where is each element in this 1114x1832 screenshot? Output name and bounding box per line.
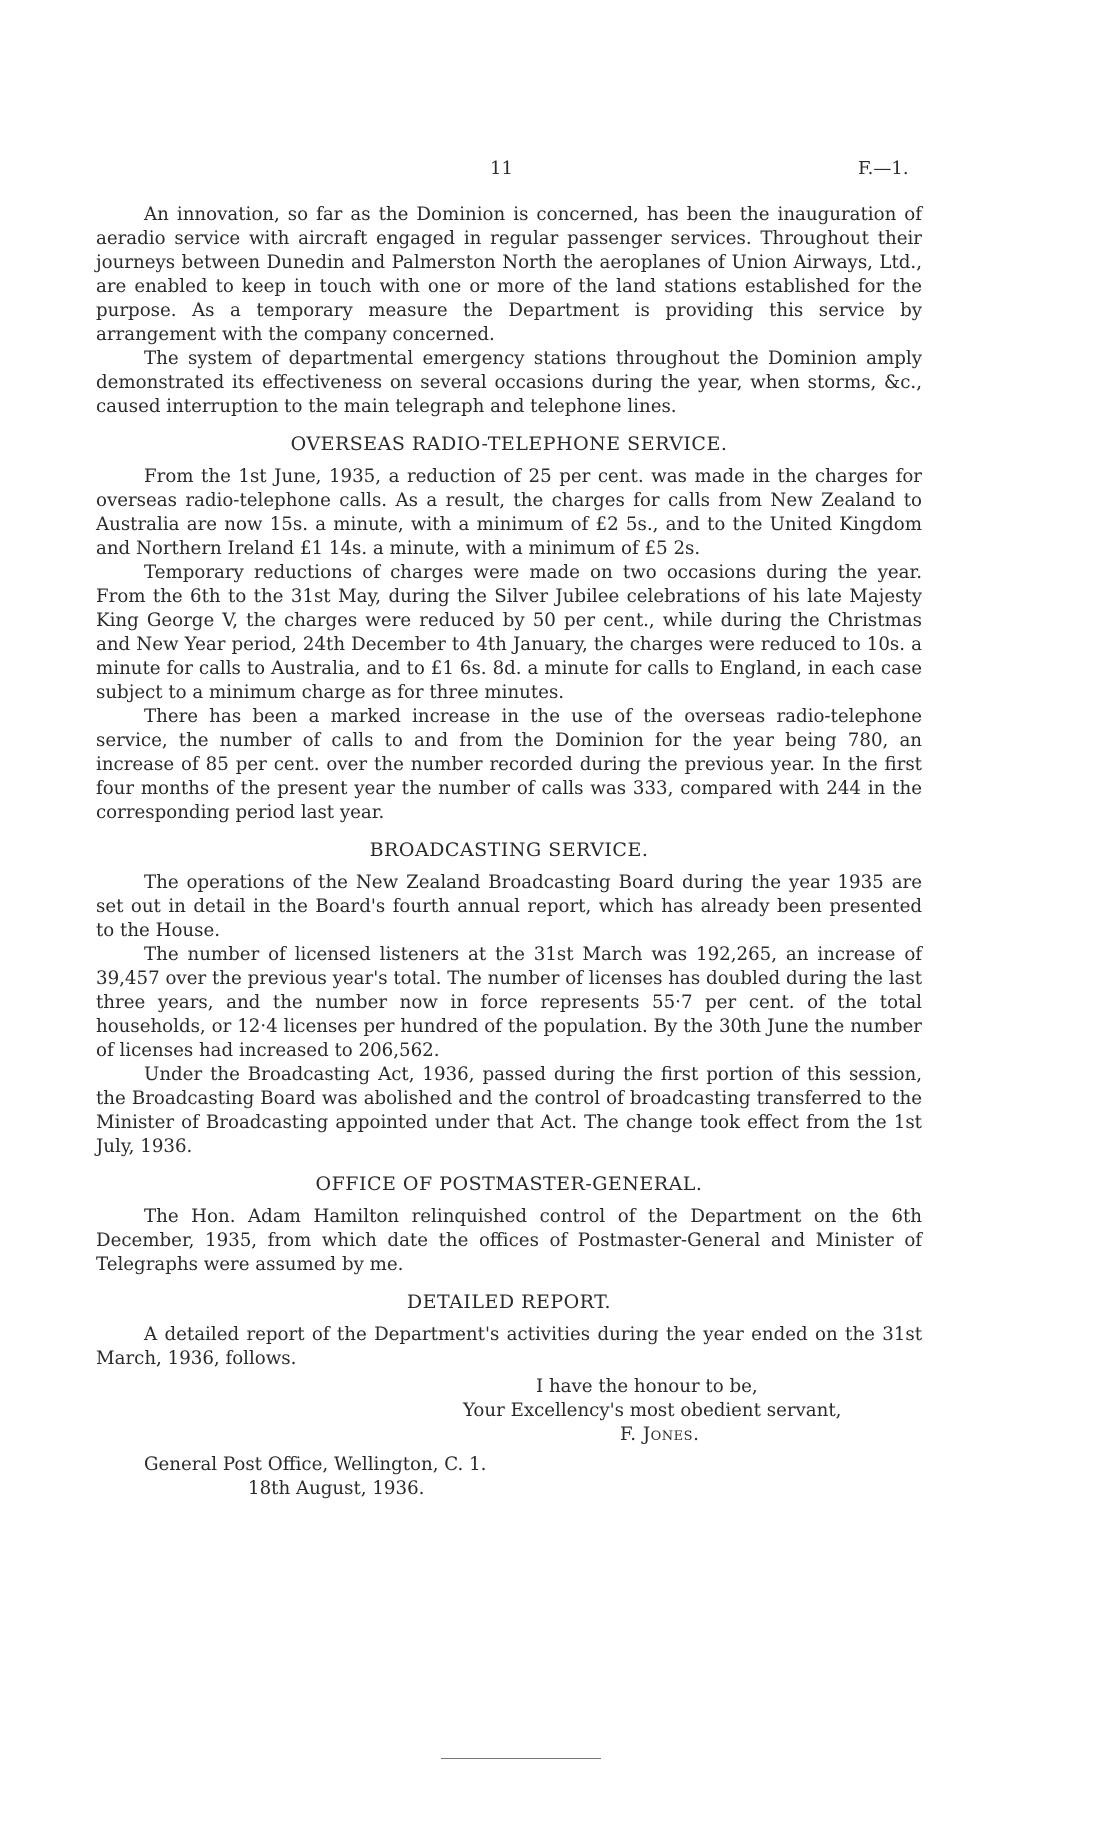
page-number: 11 bbox=[490, 158, 513, 179]
paragraph-broadcasting-act: Under the Broadcasting Act, 1936, passed during the first portion of this session, the Broadcasting Board was abolished and the control of broadcasting transferred to the Minister of Broadcasting appointed under that Act. The change took effect from the 1st July, 1936. bbox=[96, 1064, 922, 1157]
paragraph-aeradio: An innovation, so far as the Dominion is concerned, has been the inauguration of aeradio service with aircraft engaged in regular passenger services. Throughout their journeys between Dunedin and Palmerston North the aeroplanes of Union Airways, Ltd., are enabled to keep in touch with one or more of the land stations established for the purpose. As a temporary measure the Department is providing this service by arrangement with the company concerned. bbox=[96, 204, 922, 345]
heading-detailed-report: DETAILED REPORT. bbox=[406, 1291, 612, 1313]
end-rule bbox=[441, 1758, 601, 1759]
paragraph-emergency-stations: The system of departmental emergency stations throughout the Dominion amply demonstrated its effectiveness on several occasions during the year, when storms, &c., caused interruption to the main telegraph and telephone lines. bbox=[96, 348, 922, 417]
paragraph-overseas-reduction: From the 1st June, 1935, a reduction of 25 per cent. was made in the charges for overseas radio-telephone calls. As a result, the charges for calls from New Zealand to Australia are now 15s. a minute, with a minimum of £2 5s., and to the United Kingdom and Northern Ireland £1 14s. a minute, with a minimum of £5 2s. bbox=[96, 466, 922, 559]
paragraph-broadcasting-board: The operations of the New Zealand Broadcasting Board during the year 1935 are set out in detail in the Board's fourth annual report, which has already been presented to the House. bbox=[96, 872, 922, 941]
paragraph-detailed-report: A detailed report of the Department's activities during the year ended on the 31st March, 1936, follows. bbox=[96, 1324, 922, 1369]
signature: F. Jones. bbox=[620, 1424, 700, 1445]
document-body bbox=[96, 203, 922, 1511]
address-line: General Post Office, Wellington, C. 1. bbox=[144, 1454, 487, 1475]
document-series-code: F.—1. bbox=[858, 158, 909, 179]
heading-postmaster-general: OFFICE OF POSTMASTER-GENERAL. bbox=[315, 1173, 703, 1195]
paragraph-broadcasting-listeners: The number of licensed listeners at the 31st March was 192,265, an increase of 39,457 over the previous year's total. The number of licenses has doubled during the last three years, and the number now in force represents 55·7 per cent. of the total households, or 12·4 licenses per hundred of the population. By the 30th June the number of licenses had increased to 206,562. bbox=[96, 944, 922, 1061]
paragraph-overseas-increase: There has been a marked increase in the use of the overseas radio-telephone service, the number of calls to and from the Dominion for the year being 780, an increase of 85 per cent. over the number recorded during the previous year. In the first four months of the present year the number of calls was 333, compared with 244 in the corresponding period last year. bbox=[96, 706, 922, 823]
paragraph-overseas-temporary: Temporary reductions of charges were made on two occasions during the year. From the 6th to the 31st May, during the Silver Jubilee celebrations of his late Majesty King George V, the charges were reduced by 50 per cent., while during the Christmas and New Year period, 24th December to 4th January, the charges were reduced to 10s. a minute for calls to Australia, and to £1 6s. 8d. a minute for calls to England, in each case subject to a minimum charge as for three minutes. bbox=[96, 562, 922, 703]
heading-broadcasting-service: BROADCASTING SERVICE. bbox=[369, 839, 649, 861]
closing-servant: Your Excellency's most obedient servant, bbox=[463, 1400, 842, 1421]
closing-block bbox=[96, 1375, 922, 1511]
heading-overseas-radio-telephone: OVERSEAS RADIO-TELEPHONE SERVICE. bbox=[290, 433, 728, 455]
page-header bbox=[0, 158, 1114, 182]
paragraph-postmaster-hamilton: The Hon. Adam Hamilton relinquished control of the Department on the 6th December, 1935, from which date the offices of Postmaster-General and Minister of Telegraphs were assumed by me. bbox=[96, 1206, 922, 1275]
date-line: 18th August, 1936. bbox=[248, 1478, 425, 1499]
closing-honour: I have the honour to be, bbox=[536, 1376, 758, 1397]
